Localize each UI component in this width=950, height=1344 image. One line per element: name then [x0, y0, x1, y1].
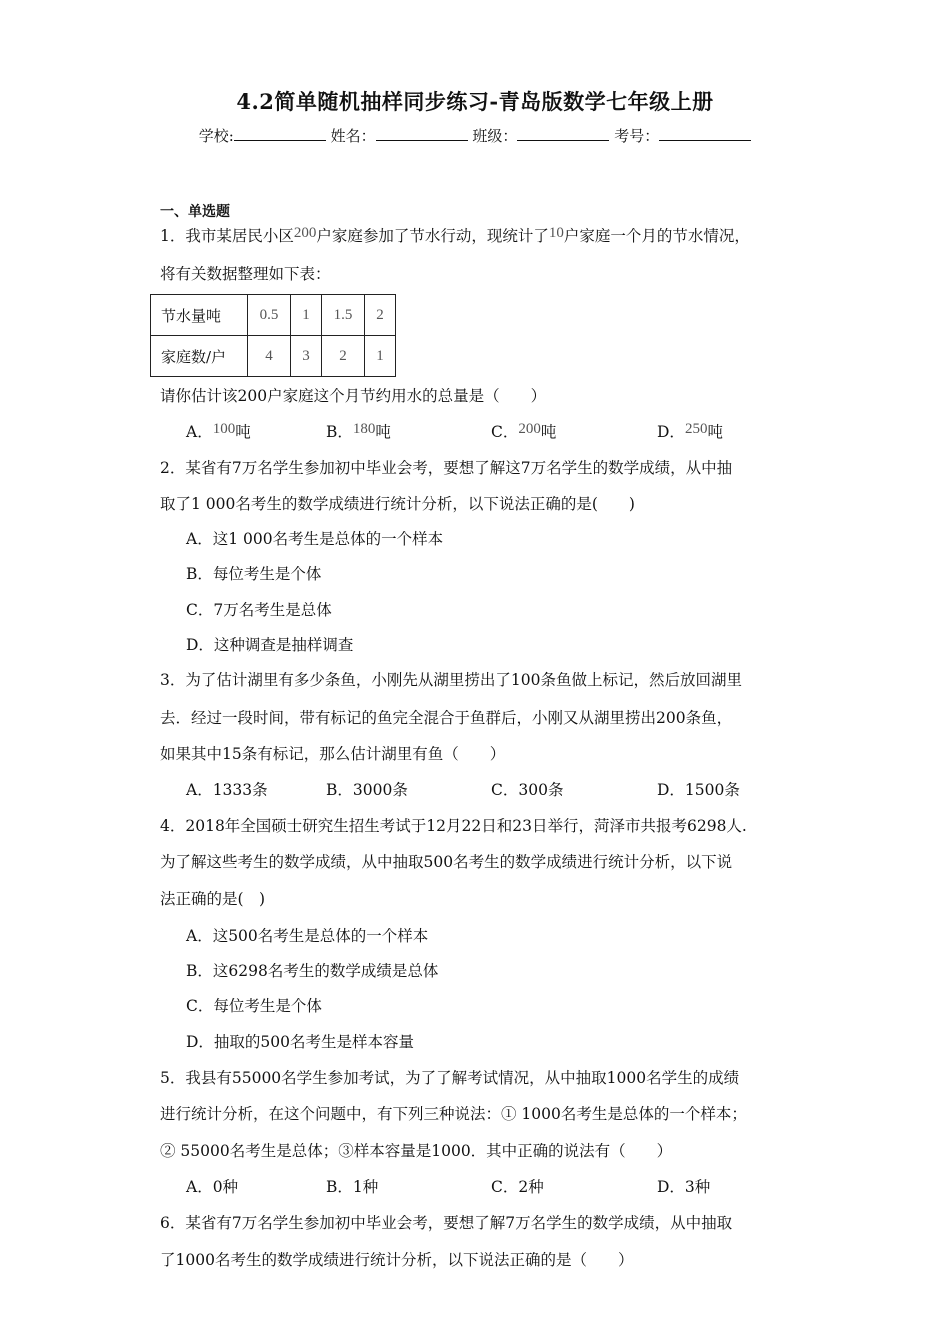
q3-stem-line3: 如果其中15条有标记，那么估计湖里有鱼（ ） — [160, 745, 506, 763]
table-cell: 4 — [248, 336, 291, 377]
option-number: 200 — [518, 421, 541, 437]
option-unit: 吨 — [235, 423, 251, 441]
q1-number-10: 10 — [548, 225, 564, 241]
school-label: 学校: — [198, 127, 234, 145]
exam-no-label: 考号： — [614, 127, 660, 145]
q4-stem-line2: 为了解这些考生的数学成绩，从中抽取500名考生的数学成绩进行统计分析，以下说 — [160, 853, 733, 871]
q1-option-b[interactable] — [326, 420, 391, 442]
q4-option-c[interactable]: C．每位考生是个体 — [186, 997, 322, 1015]
q1-stem-line1 — [160, 224, 750, 246]
q4-option-a[interactable]: A．这500名考生是总体的一个样本 — [186, 927, 429, 945]
option-unit: 吨 — [707, 423, 723, 441]
table-row — [151, 336, 396, 377]
q3-stem-line1: 3．为了估计湖里有多少条鱼，小刚先从湖里捞出了100条鱼做上标记，然后放回湖里 — [160, 671, 742, 689]
q2-option-a[interactable]: A．这1 000名考生是总体的一个样本 — [186, 530, 444, 548]
table-cell: 0.5 — [248, 295, 291, 336]
table-cell: 3 — [291, 336, 322, 377]
q5-option-b[interactable]: B．1种 — [326, 1178, 379, 1196]
q5-stem-line3: ② 55000名考生是总体；③样本容量是1000．其中正确的说法有（ ） — [160, 1142, 673, 1160]
name-label: 姓名： — [330, 127, 376, 145]
table-cell: 2 — [365, 295, 396, 336]
option-number: 100 — [212, 421, 236, 437]
option-unit: 吨 — [540, 423, 557, 441]
option-unit: 吨 — [375, 423, 391, 441]
option-letter: A． — [186, 423, 213, 441]
q1-text-c: 户家庭一个月的节水情况， — [563, 227, 750, 245]
table-cell: 1 — [365, 336, 396, 377]
q4-stem-line3: 法正确的是( ) — [160, 890, 266, 908]
q5-option-a[interactable]: A．0种 — [186, 1178, 239, 1196]
q2-option-b[interactable]: B．每位考生是个体 — [186, 565, 322, 583]
q2-option-d[interactable]: D．这种调查是抽样调查 — [186, 636, 354, 654]
q1-stem-line3: 请你估计该200户家庭这个月节约用水的总量是（ ） — [160, 387, 547, 405]
q1-text-b: 户家庭参加了节水行动，现统计了 — [316, 227, 549, 245]
q1-stem-line2: 将有关数据整理如下表： — [160, 265, 331, 283]
option-letter: B． — [326, 423, 353, 441]
exam-no-blank[interactable] — [659, 126, 751, 141]
q3-stem-line2: 去．经过一段时间，带有标记的鱼完全混合于鱼群后，小刚又从湖里捞出200条鱼， — [160, 709, 733, 727]
q1-data-table — [150, 294, 396, 377]
class-blank[interactable] — [517, 126, 609, 141]
table-cell: 1 — [291, 295, 322, 336]
q1-number-200: 200 — [293, 225, 317, 241]
q6-stem-line2: 了1000名考生的数学成绩进行统计分析，以下说法正确的是（ ） — [160, 1251, 634, 1269]
q1-option-a[interactable] — [186, 420, 251, 442]
q4-option-d[interactable]: D．抽取的500名考生是样本容量 — [186, 1033, 415, 1051]
name-blank[interactable] — [376, 126, 468, 141]
table-row-label: 家庭数/户 — [151, 336, 248, 377]
option-letter: C． — [491, 423, 519, 441]
q3-option-a[interactable]: A．1333条 — [186, 781, 268, 799]
q2-stem-line1: 2．某省有7万名学生参加初中毕业会考，要想了解这7万名学生的数学成绩，从中抽 — [160, 459, 733, 477]
q4-stem-line1: 4．2018年全国硕士研究生招生考试于12月22日和23日举行，菏泽市共报考6298人. — [160, 817, 747, 835]
option-number: 250 — [684, 421, 708, 437]
class-label: 班级： — [472, 127, 518, 145]
page-title: 4.2简单随机抽样同步练习-青岛版数学七年级上册 — [236, 89, 714, 114]
table-row-label: 节水量吨 — [151, 295, 248, 336]
q5-option-c[interactable]: C．2种 — [491, 1178, 544, 1196]
q5-stem-line2: 进行统计分析，在这个问题中，有下列三种说法：① 1000名考生是总体的一个样本； — [160, 1105, 747, 1123]
q3-option-b[interactable]: B．3000条 — [326, 781, 408, 799]
option-letter: D． — [657, 423, 685, 441]
q2-stem-line2: 取了1 000名考生的数学成绩进行统计分析，以下说法正确的是( ) — [160, 495, 635, 513]
option-number: 180 — [352, 421, 376, 437]
q3-option-d[interactable]: D．1500条 — [657, 781, 740, 799]
table-cell: 2 — [322, 336, 365, 377]
school-blank[interactable] — [234, 126, 326, 141]
section-title: 一、单选题 — [160, 204, 230, 220]
q4-option-b[interactable]: B．这6298名考生的数学成绩是总体 — [186, 962, 439, 980]
table-cell: 1.5 — [322, 295, 365, 336]
student-info — [0, 125, 950, 146]
q6-stem-line1: 6．某省有7万名学生参加初中毕业会考，要想了解7万名学生的数学成绩，从中抽取 — [160, 1214, 733, 1232]
table-row — [151, 295, 396, 336]
q5-option-d[interactable]: D．3种 — [657, 1178, 711, 1196]
q1-option-c[interactable] — [491, 420, 556, 442]
q5-stem-line1: 5．我县有55000名学生参加考试，为了了解考试情况，从中抽取1000名学生的成绩 — [160, 1069, 740, 1087]
q1-option-d[interactable] — [657, 420, 723, 442]
q1-text-a: 1．我市某居民小区 — [160, 227, 294, 245]
q3-option-c[interactable]: C．300条 — [491, 781, 564, 799]
q2-option-c[interactable]: C．7万名考生是总体 — [186, 601, 332, 619]
